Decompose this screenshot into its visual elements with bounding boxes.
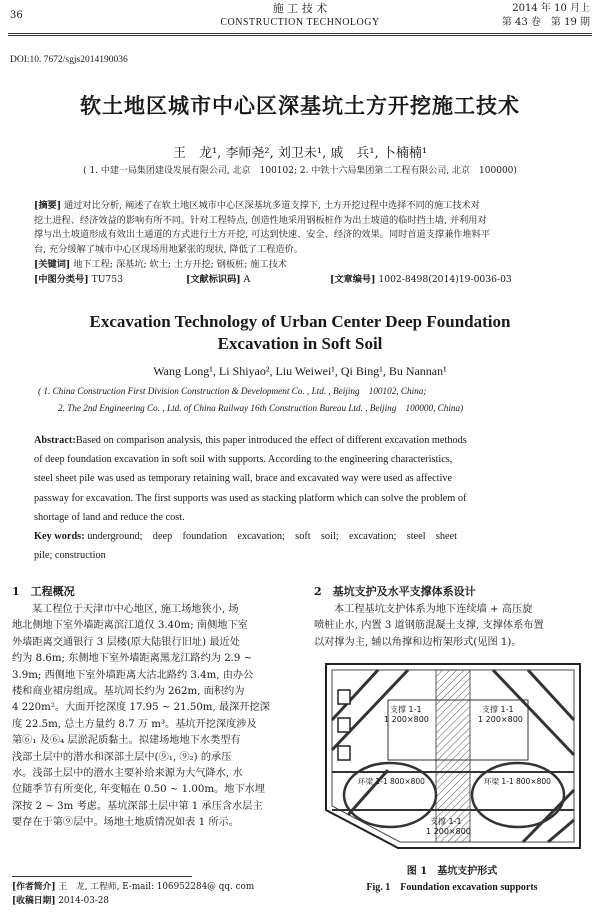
- paper-title-en-line-1: Excavation Technology of Urban Center Deep Foundation: [89, 312, 511, 331]
- abstract-cn-label: [摘要]: [34, 200, 62, 211]
- abstract-cn-line-1: [摘要] 通过对比分析, 阐述了在软土地区城市中心区深基坑多道支撑下, 土方开挖过程中选择不同的施工技术对: [34, 200, 480, 211]
- label-bottom-support: 支撑 1-1: [430, 817, 462, 826]
- article-number-label: [文章编号]: [330, 273, 376, 285]
- abstract-en-line-5: shortage of land and reduce the cost.: [34, 511, 185, 523]
- section-1-line: 浅部土层中的潜水和深部土层中(⑨₁, ⑨₂) 的承压: [12, 751, 232, 763]
- corner-brace: [523, 790, 574, 842]
- section-2-heading: 2 基坑支护及水平支撑体系设计: [314, 585, 476, 598]
- clc-value: TU753: [91, 273, 123, 285]
- keywords-en-line-2: pile; construction: [34, 550, 106, 562]
- section-1-line: 某工程位于天津市中心地区, 施工场地狭小, 场: [32, 604, 239, 615]
- paper-title-cn: 软土地区城市中心区深基坑土方开挖施工技术: [80, 93, 520, 118]
- author-bio-label: [作者简介]: [12, 882, 56, 892]
- abstract-en-line-3: steel sheet pile was used as temporary retaining wall, brace and excavated way were used as affective: [34, 473, 453, 485]
- section-1-line: 要存在于第⑨层中。场地土地质情况如表 1 所示。: [12, 817, 239, 829]
- journal-name-en: CONSTRUCTION TECHNOLOGY: [220, 17, 380, 28]
- section-2-line: 以对撑为主, 辅以角撑和边桁架形式(见图 1)。: [314, 636, 522, 648]
- abstract-cn: [34, 199, 570, 288]
- received-date-label: [收稿日期]: [12, 896, 56, 906]
- section-1-heading: 1 工程概况: [12, 585, 75, 598]
- clc-label: [中图分类号]: [34, 273, 89, 285]
- label-bottom-support-size: 1 200×800: [426, 827, 471, 836]
- affiliations-cn: ( 1. 中建一局集团建设发展有限公司, 北京 100102; 2. 中铁十六局集团第二工程有限公司, 北京 100000): [83, 166, 517, 176]
- abstract-cn-line-2: 挖土进程、经济效益的影响有所不同。针对工程特点, 创造性地采用钢板桩作为出土坡道的临时挡土墙, 并利用对: [34, 214, 487, 226]
- section-1-line: 楼和商业裙房组成。基坑周长约为 262m, 面积约为: [12, 686, 245, 698]
- figure-caption-cn: 图 1 基坑支护形式: [406, 866, 498, 877]
- label-ring-right: 环梁 1-1 800×800: [484, 777, 551, 786]
- figure-caption-en: Fig. 1 Foundation excavation supports: [366, 882, 538, 893]
- received-date: [12, 894, 109, 908]
- section-2-line: 本工程基坑支护体系为地下连续墙 + 高压旋: [334, 604, 533, 615]
- doc-code-label: [文献标识码]: [186, 273, 241, 285]
- abstract-en-line-4: passway for excavation. The first supports was used as stacking platform which can solve the problem of: [34, 492, 467, 504]
- section-1-line: 深按 2 ~ 3m 考虑。基坑深部土层中第 1 承压含水层主: [12, 800, 263, 812]
- classification-row: [34, 273, 570, 288]
- volume-issue: 第 43 卷 第 19 期: [501, 17, 590, 28]
- article-number-value: 1002-8498(2014)19-0036-03: [378, 273, 512, 285]
- figure-1-support-plan: [318, 660, 588, 855]
- author-bio-text: 王 龙, 工程师, E-mail: 106952284@ qq. com: [58, 882, 255, 892]
- opening-square: [338, 690, 350, 704]
- paper-title-en-line-2: Excavation in Soft Soil: [217, 334, 383, 353]
- keywords-en-label: Key words:: [34, 531, 85, 543]
- section-1-line: 位随季节有所变化, 年变幅在 0.50 ~ 1.00m。地下水埋: [12, 784, 265, 796]
- section-1-line: 4 220m²。大面开挖深度 17.95 ~ 21.50m, 最深开挖深: [12, 702, 270, 714]
- opening-square: [338, 718, 350, 732]
- section-2-line: 喷桩止水, 内置 3 道钢筋混凝土支撑, 支撑体系布置: [314, 620, 544, 632]
- authors-cn: 王 龙¹, 李师尧², 刘卫未¹, 戚 兵¹, 卜楠楠¹: [172, 146, 428, 161]
- abstract-en: [34, 431, 574, 565]
- label-support-left: 支撑 1-1: [390, 705, 422, 714]
- footnote-rule: [12, 876, 192, 877]
- received-date-text: 2014-03-28: [58, 896, 110, 906]
- label-ring-left: 环梁 1-1 800×800: [358, 777, 425, 786]
- page-number: 36: [10, 10, 23, 21]
- opening-square: [338, 746, 350, 760]
- abstract-en-label: Abstract:: [34, 435, 76, 446]
- section-1-line: 外墙距离交通银行 3 层楼(原大陆银行旧址) 最近处: [12, 636, 240, 648]
- issue-date: 2014 年 10 月上: [512, 3, 590, 14]
- header-rule: [8, 33, 592, 34]
- keywords-cn-text: 地下工程; 深基坑; 软土; 土方开挖; 钢板桩; 施工技术: [73, 259, 288, 271]
- section-1-line: 地北侧地下室外墙距离滨江道仅 3.40m; 南侧地下室: [12, 620, 248, 632]
- section-1-line: 3.9m; 西侧地下室外墙距离大沽北路约 3.4m, 由办公: [12, 669, 254, 681]
- section-1-line: 度 22.5m, 总土方量约 8.7 万 m³。基坑开挖深度涉及: [12, 718, 257, 730]
- section-1-body: [12, 602, 292, 832]
- affiliations-en-line-2: 2. The 2nd Engineering Co. , Ltd. of China Railway 16th Construction Bureau Ltd. , Beijing 100000, China): [58, 403, 464, 413]
- author-bio: [12, 880, 254, 894]
- keywords-en: Key words: underground; deep foundation excavation; soft soil; excavation; steel sheet: [34, 531, 458, 543]
- header-rule-2: [8, 35, 592, 36]
- doi: DOI:10. 7672/sgjs2014190036: [10, 55, 128, 65]
- abstract-cn-line-4: 台, 充分缓解了城市中心区现场用地紧张的现状, 降低了工程造价。: [34, 243, 303, 255]
- label-support-right: 支撑 1-1: [482, 705, 514, 714]
- affiliations-en-line-1: ( 1. China Construction First Division Construction & Development Co. , Ltd. , Beijing 100102, China;: [38, 386, 427, 396]
- abstract-en-line-2: of deep foundation excavation in soft soil with supports. According to the engineering characteristics,: [34, 454, 453, 466]
- abstract-en-line-1: Abstract:Based on comparison analysis, this paper introduced the effect of different excavation methods: [34, 435, 467, 446]
- journal-name-cn: 施 工 技 术: [272, 2, 328, 15]
- doc-code-value: A: [243, 273, 251, 285]
- label-support-right-size: 1 200×800: [478, 715, 523, 724]
- section-2-body: [314, 602, 590, 651]
- abstract-cn-line-3: 撑与出土坡道形成有效出土通道的方式进行土方开挖, 可达到快速、安全、经济的效果。同时首道支撑兼作堆料平: [34, 229, 491, 241]
- corner-brace: [548, 820, 574, 842]
- section-1-line: 约为 8.6m; 东侧地下室外墙距离黑龙江路约为 2.9 ~: [12, 653, 253, 665]
- label-support-left-size: 1 200×800: [384, 715, 429, 724]
- section-1-line: 水。浅部土层中的潜水主要补给来源为大气降水, 水: [12, 768, 243, 780]
- authors-en: Wang Long¹, Li Shiyao², Liu Weiwei¹, Qi Bing¹, Bu Nannan¹: [153, 364, 447, 378]
- section-1-line: 第⑥₁ 及⑥₄ 层淤泥质黏土。拟建场地地下水类型有: [12, 735, 241, 747]
- keywords-cn: [34, 258, 570, 273]
- keywords-cn-label: [关键词]: [34, 259, 71, 271]
